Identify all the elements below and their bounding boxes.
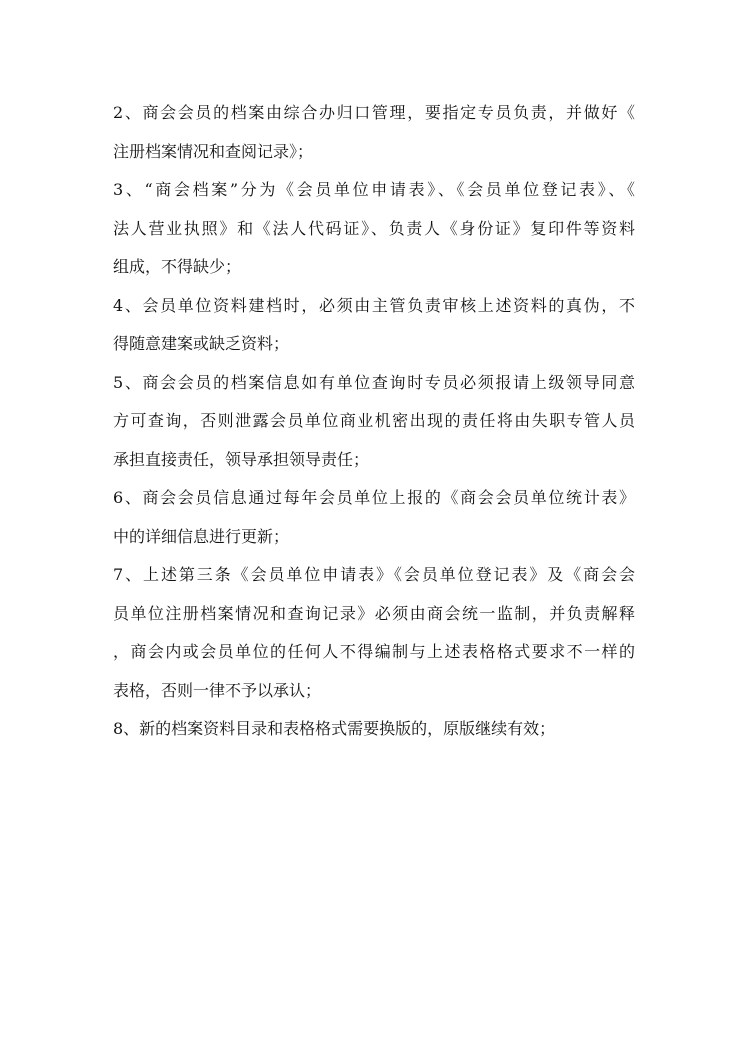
- text-line: ，商会内或会员单位的任何人不得编制与上述表格格式要求不一样的: [113, 642, 635, 661]
- text-line: 2、商会会员的档案由综合办归口管理，要指定专员负责，并做好《: [113, 103, 635, 122]
- text-line: 法人营业执照》和《法人代码证》、负责人《身份证》复印件等资料: [113, 218, 635, 238]
- text-line: 6、商会会员信息通过每年会员单位上报的《商会会员单位统计表》: [113, 488, 635, 507]
- text-line: 7、上述第三条《会员单位申请表》《会员单位登记表》及《商会会: [113, 565, 635, 584]
- text-line: 中的详细信息进行更新；: [113, 526, 290, 546]
- text-line: 得随意建案或缺乏资料；: [113, 334, 290, 353]
- text-line: 3、“商会档案”分为《会员单位申请表》、《会员单位登记表》、《: [113, 180, 635, 199]
- text-line: 员单位注册档案情况和查询记录》必须由商会统一监制，并负责解释: [113, 603, 635, 623]
- text-line: 5、商会会员的档案信息如有单位查询时专员必须报请上级领导同意: [113, 372, 635, 392]
- text-line: 8、新的档案资料目录和表格格式需要换版的，原版继续有效；: [113, 719, 556, 738]
- text-line: 承担直接责任，领导承担领导责任；: [113, 449, 370, 469]
- text-line: 表格，否则一律不予以承认；: [113, 680, 322, 700]
- text-line: 方可查询，否则泄露会员单位商业机密出现的责任将由失职专管人员: [113, 411, 635, 430]
- text-line: 组成，不得缺少；: [113, 257, 242, 276]
- document-body: [113, 94, 635, 749]
- text-line: 注册档案情况和查阅记录》；: [113, 141, 314, 161]
- text-line: 4、会员单位资料建档时，必须由主管负责审核上述资料的真伪，不: [113, 295, 635, 315]
